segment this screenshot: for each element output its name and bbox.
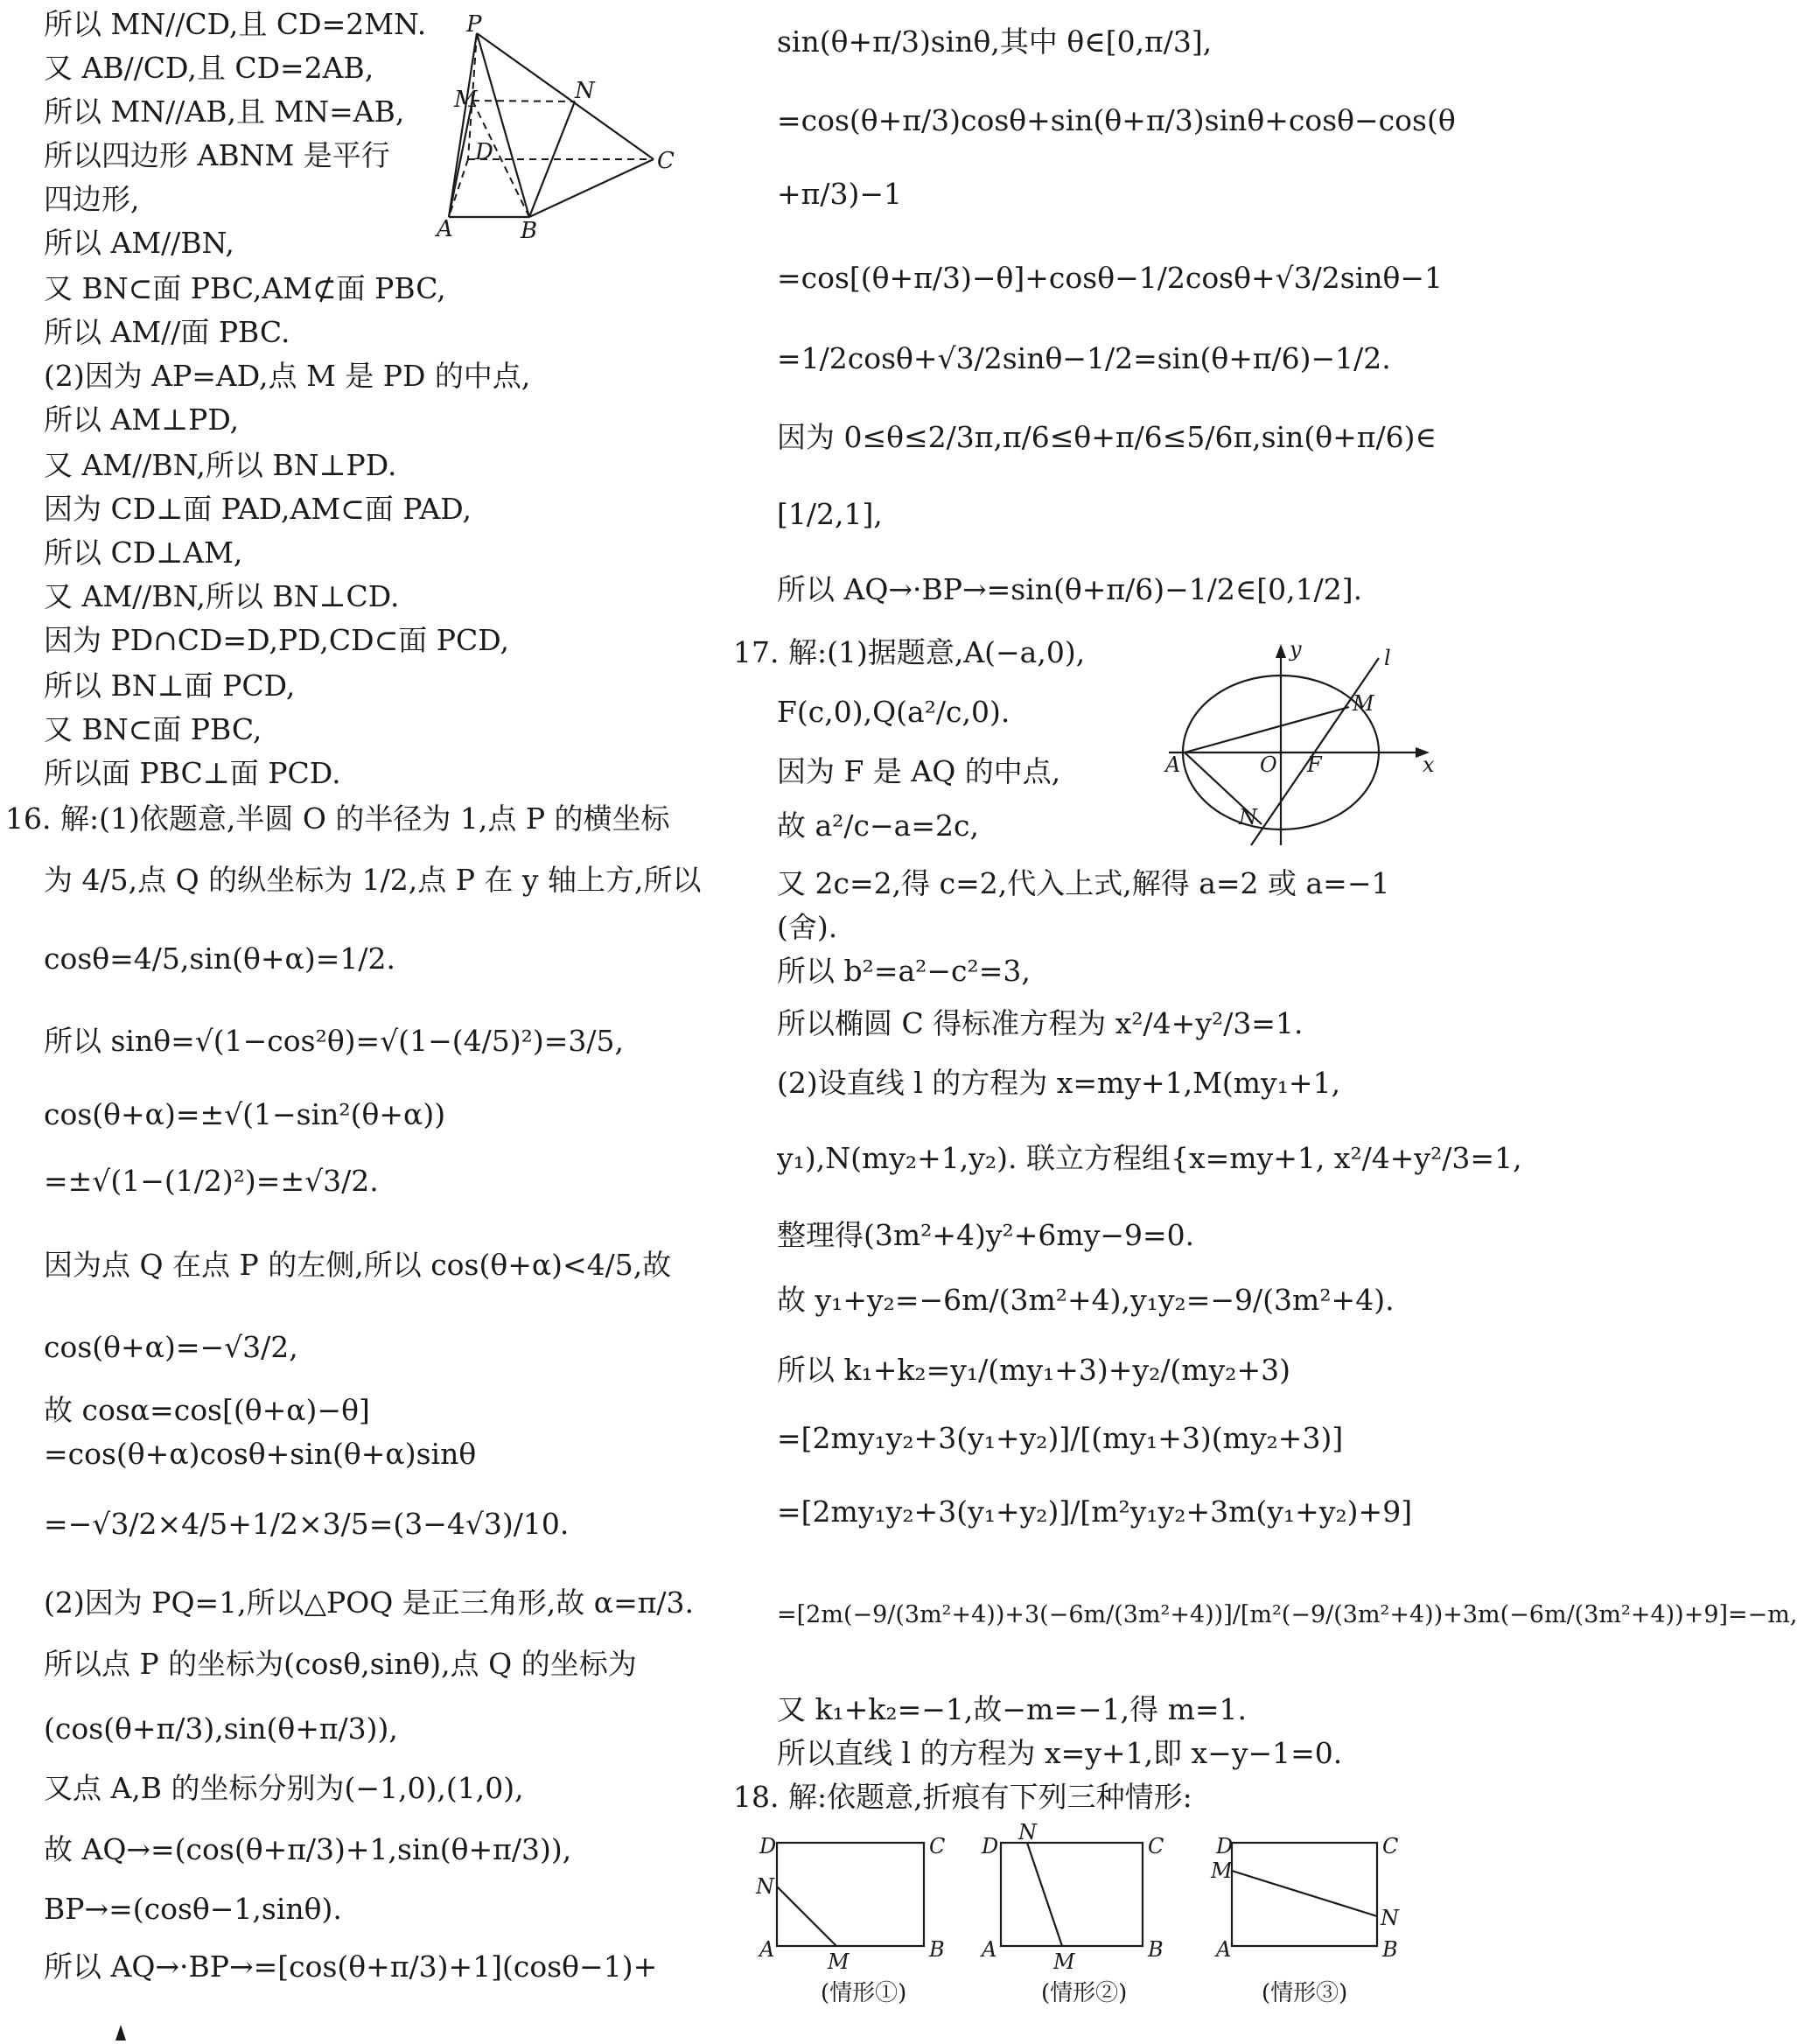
vertex-label: C: [929, 1834, 946, 1858]
edge-mn-hidden: [472, 101, 575, 102]
text-line: 所以 MN//CD,且 CD=2MN.: [44, 7, 427, 41]
text-line: 因为 PD∩CD=D,PD,CD⊂面 PCD,: [44, 623, 509, 657]
text-line: =cos(θ+α)cosθ+sin(θ+α)sinθ: [44, 1437, 477, 1471]
vertex-label: A: [982, 1937, 997, 1962]
axis-label: y: [1290, 637, 1302, 662]
text-line: (cos(θ+π/3),sin(θ+π/3)),: [44, 1712, 398, 1746]
case-caption: (情形③): [1262, 1980, 1348, 2006]
pyramid-figure: [433, 11, 687, 245]
text-line: +π/3)−1: [777, 177, 902, 211]
text-line: 又 BN⊂面 PBC,: [44, 712, 262, 746]
crease: [777, 1886, 836, 1946]
vertex-label: C: [1382, 1834, 1399, 1858]
text-line: 所以直线 l 的方程为 x=y+1,即 x−y−1=0.: [777, 1736, 1343, 1770]
text-line: 因为点 Q 在点 P 的左侧,所以 cos(θ+α)<4/5,故: [44, 1248, 672, 1282]
point-label: N: [1239, 805, 1257, 830]
text-line: 又 2c=2,得 c=2,代入上式,解得 a=2 或 a=−1: [777, 866, 1390, 900]
text-line: 所以 AM⊥PD,: [44, 402, 240, 437]
text-line: 因为 0≤θ≤2/3π,π/6≤θ+π/6≤5/6π,sin(θ+π/6)∈: [777, 420, 1437, 454]
crease: [1027, 1843, 1062, 1946]
text-line: =±√(1−(1/2)²)=±√3/2.: [44, 1164, 379, 1198]
vertex-label: M: [1053, 1950, 1075, 1974]
text-line: BP→=(cosθ−1,sinθ).: [44, 1892, 342, 1926]
rect-abcd: [777, 1843, 924, 1946]
edge-pa: [449, 33, 477, 217]
vertex-label: N: [1381, 1906, 1399, 1930]
vertex-label: C: [1148, 1834, 1164, 1858]
text-line: 整理得(3m²+4)y²+6my−9=0.: [777, 1218, 1195, 1252]
text-line: 所以 k₁+k₂=y₁/(my₁+3)+y₂/(my₂+3): [777, 1353, 1290, 1387]
point-label: O: [1260, 752, 1277, 777]
text-line: =cos(θ+π/3)cosθ+sin(θ+π/3)sinθ+cosθ−cos(θ: [777, 103, 1456, 137]
vertex-label: A: [759, 1937, 775, 1962]
line-label: l: [1384, 646, 1391, 670]
point-label: M: [1353, 691, 1374, 716]
text-line: 又 BN⊂面 PBC,AM⊄面 PBC,: [44, 271, 446, 305]
text-line: F(c,0),Q(a²/c,0).: [777, 695, 1010, 729]
vertex-label: N: [756, 1874, 774, 1899]
text-line: cosθ=4/5,sin(θ+α)=1/2.: [44, 942, 395, 976]
text-line: =cos[(θ+π/3)−θ]+cosθ−1/2cosθ+√3/2sinθ−1: [777, 261, 1444, 295]
edge-pc: [477, 33, 654, 159]
y-axis-arrow: [1276, 644, 1286, 658]
vertex-label: M: [454, 87, 478, 113]
text-line: 所以 sinθ=√(1−cos²θ)=√(1−(4/5)²)=3/5,: [44, 1024, 624, 1058]
text-line: 故 cosα=cos[(θ+α)−θ]: [44, 1393, 370, 1427]
text-line: cos(θ+α)=±√(1−sin²(θ+α)): [44, 1097, 446, 1131]
case-caption: (情形②): [1041, 1980, 1128, 2006]
rect-abcd: [1001, 1843, 1143, 1946]
text-line: [1/2,1],: [777, 497, 883, 531]
point-label: F: [1307, 752, 1322, 777]
text-line: 所以椭圆 C 得标准方程为 x²/4+y²/3=1.: [777, 1006, 1304, 1040]
problem-18-heading: 18. 解:依题意,折痕有下列三种情形:: [733, 1780, 1192, 1814]
vertex-label: D: [759, 1834, 777, 1858]
text-line: 因为 CD⊥面 PAD,AM⊂面 PAD,: [44, 492, 472, 526]
text-line: =[2my₁y₂+3(y₁+y₂)]/[m²y₁y₂+3m(y₁+y₂)+9]: [777, 1494, 1413, 1529]
segment-am: [1185, 707, 1349, 752]
text-line: =−√3/2×4/5+1/2×3/5=(3−4√3)/10.: [44, 1507, 570, 1541]
text-line: (2)因为 AP=AD,点 M 是 PD 的中点,: [44, 359, 531, 393]
text-line: =1/2cosθ+√3/2sinθ−1/2=sin(θ+π/6)−1/2.: [777, 341, 1391, 375]
point-label: A: [1165, 752, 1181, 777]
vertex-label: N: [575, 78, 595, 104]
text-line: 故 y₁+y₂=−6m/(3m²+4),y₁y₂=−9/(3m²+4).: [777, 1283, 1395, 1317]
case-1-figure: [755, 1834, 945, 2006]
text-line: =[2my₁y₂+3(y₁+y₂)]/[(my₁+3)(my₂+3)]: [777, 1421, 1344, 1455]
vertex-label: N: [1018, 1820, 1037, 1844]
text-line: 为 4/5,点 Q 的纵坐标为 1/2,点 P 在 y 轴上方,所以: [44, 863, 702, 897]
text-line: 所以点 P 的坐标为(cosθ,sinθ),点 Q 的坐标为: [44, 1647, 637, 1681]
vertex-label: A: [437, 216, 453, 242]
text-line: 又 AB//CD,且 CD=2AB,: [44, 51, 374, 85]
vertex-label: B: [929, 1937, 945, 1962]
text-line: 因为 F 是 AQ 的中点,: [777, 754, 1061, 788]
text-line: cos(θ+α)=−√3/2,: [44, 1330, 298, 1364]
text-line: sin(θ+π/3)sinθ,其中 θ∈[0,π/3],: [777, 24, 1213, 59]
text-line: 所以 BN⊥面 PCD,: [44, 668, 296, 703]
vertex-label: D: [982, 1834, 999, 1858]
axis-label: x: [1423, 752, 1435, 777]
vertex-label: B: [521, 218, 538, 244]
vertex-label: C: [657, 148, 675, 174]
vertex-label: A: [1216, 1937, 1232, 1962]
text-line: 所以 MN//AB,且 MN=AB,: [44, 94, 405, 129]
vertex-label: M: [1211, 1858, 1233, 1883]
crease: [1232, 1871, 1377, 1916]
text-line: 所以 b²=a²−c²=3,: [777, 954, 1031, 988]
text-line: 所以 AQ→·BP→=[cos(θ+π/3)+1](cosθ−1)+: [44, 1950, 658, 1984]
text-line: 又 AM//BN,所以 BN⊥PD.: [44, 448, 397, 482]
text-line: 故 a²/c−a=2c,: [777, 808, 979, 843]
text-line: (2)设直线 l 的方程为 x=my+1,M(my₁+1,: [777, 1066, 1341, 1100]
text-line: 所以 AM//BN,: [44, 226, 234, 260]
vertex-label: D: [1216, 1834, 1234, 1858]
vertex-label: M: [828, 1950, 850, 1974]
vertex-label: P: [466, 11, 482, 38]
problem-16-heading: 16. 解:(1)依题意,半圆 O 的半径为 1,点 P 的横坐标: [5, 802, 670, 836]
text-line: 所以面 PBC⊥面 PCD.: [44, 756, 341, 790]
text-line: 又 k₁+k₂=−1,故−m=−1,得 m=1.: [777, 1692, 1248, 1726]
vertex-label: B: [1148, 1937, 1164, 1962]
text-line: 所以 CD⊥AM,: [44, 536, 243, 570]
case-caption: (情形①): [821, 1980, 907, 2006]
case-2-figure: [980, 1820, 1164, 2006]
ellipse-figure: [1162, 639, 1459, 849]
text-line: (2)因为 PQ=1,所以△POQ 是正三角形,故 α=π/3.: [44, 1586, 695, 1620]
text-line: 所以四边形 ABNM 是平行: [44, 138, 390, 172]
text-line: 四边形,: [44, 182, 140, 216]
vertex-label: B: [1382, 1937, 1398, 1962]
case-figures: [733, 1820, 1477, 2012]
text-line: =[2m(−9/(3m²+4))+3(−6m/(3m²+4))]/[m²(−9/(3m²+4))+3m(−6m/(3m²+4))+9]=−m,: [777, 1601, 1797, 1628]
text-line: 所以 AM//面 PBC.: [44, 315, 290, 349]
text-line: 又 AM//BN,所以 BN⊥CD.: [44, 579, 400, 613]
case-3-figure: [1210, 1834, 1400, 2006]
text-line: y₁),N(my₂+1,y₂). 联立方程组{x=my+1, x²/4+y²/3=1,: [777, 1141, 1522, 1175]
vertex-label: D: [475, 139, 493, 165]
text-line: 又点 A,B 的坐标分别为(−1,0),(1,0),: [44, 1771, 524, 1805]
text-line: (舍).: [777, 910, 838, 944]
text-line: 故 AQ→=(cos(θ+π/3)+1,sin(θ+π/3)),: [44, 1832, 572, 1866]
problem-17-heading: 17. 解:(1)据题意,A(−a,0),: [733, 635, 1086, 669]
page-corner-mark-icon: [112, 2023, 129, 2040]
text-line: 所以 AQ→·BP→=sin(θ+π/6)−1/2∈[0,1/2].: [777, 572, 1363, 606]
